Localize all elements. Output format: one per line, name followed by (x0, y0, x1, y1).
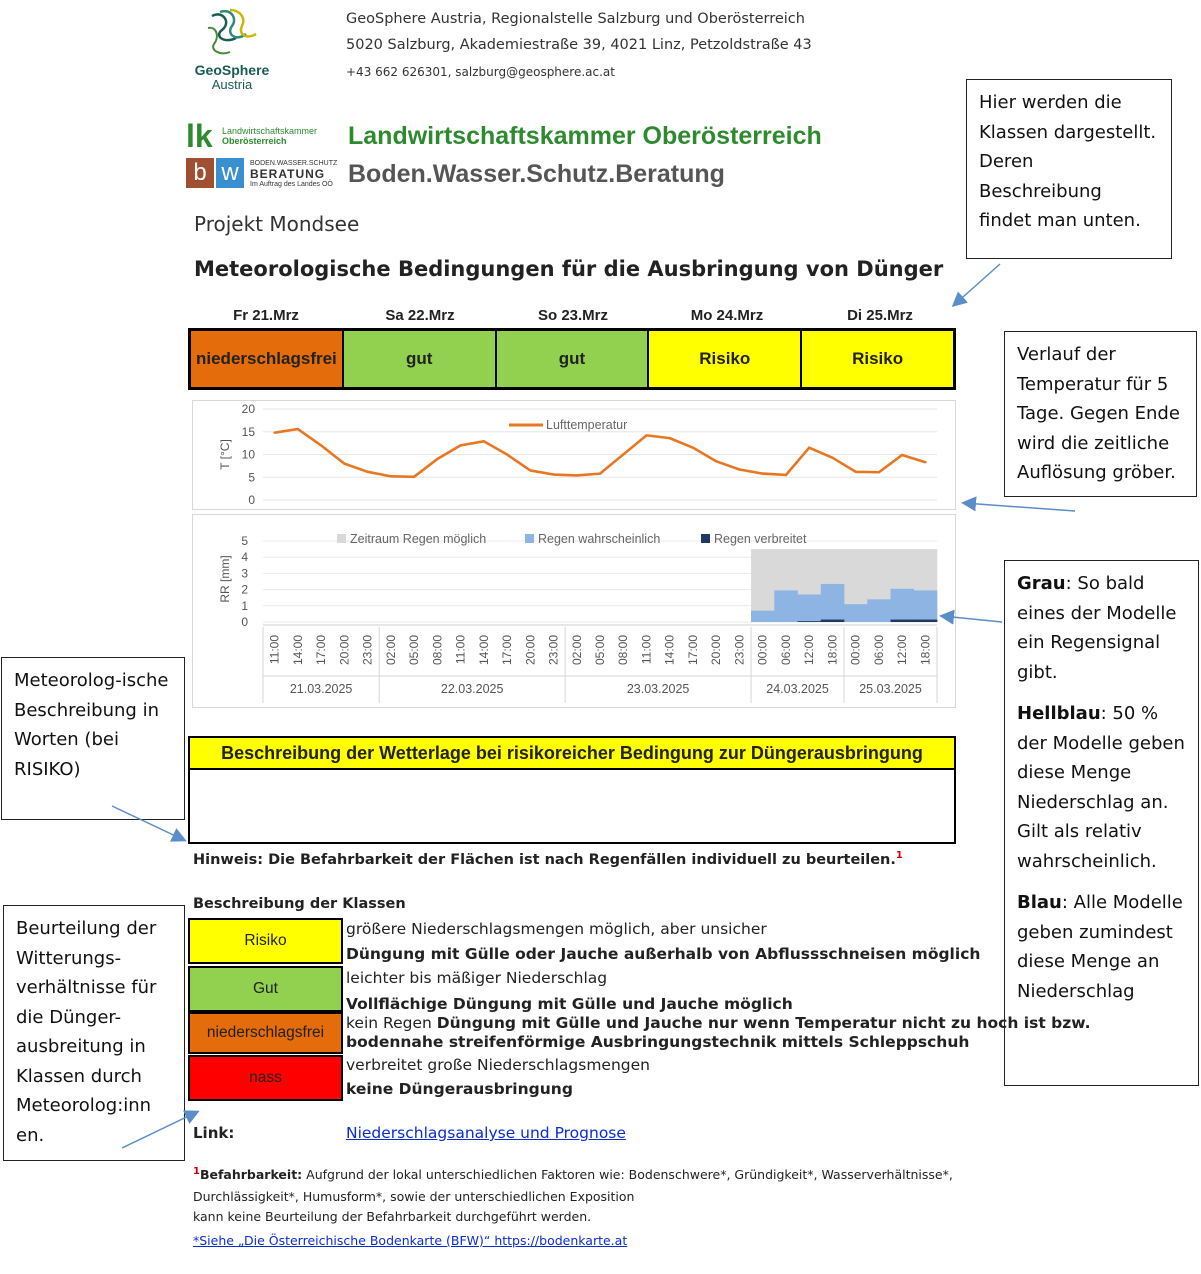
day-label: Mo 24.Mrz (690, 307, 764, 324)
x-tick-label: 08:00 (616, 635, 631, 666)
legend-label: Regen verbreitet (714, 532, 807, 546)
x-tick-label: 17:00 (314, 635, 329, 666)
org-line-1: GeoSphere Austria, Regionalstelle Salzburg und Oberösterreich (346, 11, 805, 27)
y-tick-label: 0 (241, 615, 248, 629)
class-text: bodennahe streifenförmige Ausbringungstechnik mittels Schleppschuh (346, 1033, 970, 1051)
day-class-cell: Risiko (802, 331, 953, 387)
x-tick-label: 02:00 (383, 635, 398, 666)
footnote-sup: 1 (193, 1166, 200, 1177)
y-tick-label: 10 (241, 447, 255, 462)
x-tick-label: 23:00 (732, 635, 747, 666)
legend-label: Zeitraum Regen möglich (350, 532, 487, 546)
lk-title: Landwirtschaftskammer Oberösterreich (348, 122, 822, 150)
hint-text-body: Hinweis: Die Befahrbarkeit der Flächen ist nach Regenfällen individuell zu beurteilen. (193, 851, 896, 868)
forecast-link[interactable]: Niederschlagsanalyse und Prognose (346, 1124, 626, 1142)
x-tick-label: 17:00 (685, 635, 700, 666)
day-class-cell: gut (497, 331, 650, 387)
class-box-risiko: Risiko (188, 918, 343, 964)
org-contact: +43 662 626301, salzburg@geosphere.ac.at (346, 65, 615, 79)
day-label: Sa 22.Mrz (385, 307, 455, 324)
date-group-label: 24.03.2025 (766, 682, 829, 696)
callout-temperature: Verlauf der Temperatur für 5 Tage. Gegen Ende wird die zeitliche Auflösung gröber. (1004, 331, 1197, 497)
callout-grau-bold: Grau (1017, 573, 1066, 594)
x-tick-label: 11:00 (639, 635, 654, 665)
callout-hellblau-text: : 50 % der Modelle geben diese Menge Niederschlag an. Gilt als relativ wahrscheinlich. (1017, 703, 1185, 872)
class-text-part: Düngung mit Gülle und Jauche nur wenn Temperatur nicht zu hoch ist bzw. (436, 1014, 1091, 1032)
x-tick-label: 12:00 (895, 635, 910, 666)
classes-heading: Beschreibung der Klassen (193, 896, 406, 912)
class-text: keine Düngerausbringung (346, 1080, 573, 1098)
project-name: Projekt Mondsee (194, 212, 360, 236)
bodenkarte-link[interactable]: *Siehe „Die Österreichische Bodenkarte (BFW)“ https://bodenkarte.at (193, 1233, 628, 1248)
footnote-line-1 (193, 1166, 953, 1182)
x-tick-label: 14:00 (662, 635, 677, 666)
hint-text (193, 850, 903, 868)
x-tick-label: 18:00 (918, 635, 933, 666)
x-tick-label: 23:00 (546, 635, 561, 666)
x-tick-label: 12:00 (802, 635, 817, 666)
date-group-label: 23.03.2025 (626, 682, 690, 696)
y-axis-label: RR [mm] (218, 555, 232, 603)
x-tick-label: 08:00 (430, 635, 445, 666)
callout-blau-text: : Alle Modelle geben zumindest diese Menge an Niederschlag (1017, 892, 1183, 1002)
day-label: Di 25.Mrz (847, 307, 913, 324)
x-tick-label: 06:00 (871, 635, 886, 666)
x-tick-label: 06:00 (778, 635, 793, 666)
x-tick-label: 14:00 (290, 635, 305, 666)
x-tick-label: 11:00 (453, 635, 468, 665)
weather-description-title: Beschreibung der Wetterlage bei risikoreicher Bedingung zur Düngerausbringung (190, 738, 954, 770)
y-tick-label: 2 (241, 582, 248, 597)
x-tick-label: 20:00 (337, 635, 352, 666)
bw-logo-b: b (186, 158, 214, 188)
y-tick-label: 15 (241, 424, 255, 439)
logo-brand-text-2: Austria (211, 77, 253, 92)
class-text: Vollflächige Düngung mit Gülle und Jauche möglich (346, 995, 793, 1013)
page-title: Meteorologische Bedingungen für die Ausbringung von Dünger (194, 257, 944, 281)
y-tick-label: 0 (248, 493, 255, 507)
x-tick-label: 20:00 (523, 635, 538, 666)
x-tick-label: 02:00 (569, 635, 584, 666)
hint-sup: 1 (895, 850, 903, 861)
class-text: größere Niederschlagsmengen möglich, aber unsicher (346, 920, 767, 938)
footnote-text: Aufgrund der lokal unterschiedlichen Faktoren wie: Bodenschwere*, Gründigkeit*, Wasserverhältnisse*, (302, 1167, 953, 1183)
y-axis-label: T [°C] (218, 439, 232, 470)
class-text: Düngung mit Gülle oder Jauche außerhalb von Abflussschneisen möglich (346, 945, 981, 963)
class-text: verbreitet große Niederschlagsmengen (346, 1056, 650, 1074)
bw-title: Boden.Wasser.Schutz.Beratung (348, 160, 725, 188)
x-tick-label: 00:00 (755, 635, 770, 666)
class-text (346, 1014, 1091, 1032)
y-tick-label: 5 (241, 534, 248, 548)
callout-hellblau-bold: Hellblau (1017, 703, 1101, 724)
x-tick-label: 14:00 (476, 635, 491, 666)
x-tick-label: 11:00 (267, 635, 282, 665)
lk-logo-line-1: Landwirtschaftskammer (222, 126, 318, 136)
arrow (112, 806, 184, 840)
y-tick-label: 1 (241, 598, 248, 613)
y-tick-label: 4 (241, 550, 248, 565)
bw-logo-line-1: BODEN.WASSER.SCHUTZ (250, 160, 338, 167)
x-tick-label: 18:00 (825, 635, 840, 666)
day-class-cell: niederschlagsfrei (191, 331, 344, 387)
x-tick-label: 23:00 (360, 635, 375, 666)
class-text: leichter bis mäßiger Niederschlag (346, 969, 608, 987)
bw-logo-line-3: Im Auftrag des Landes OÖ (250, 181, 333, 188)
class-text-part: kein Regen (346, 1014, 437, 1032)
x-tick-label: 05:00 (593, 635, 607, 666)
legend-label: Lufttemperatur (546, 418, 628, 432)
lk-logo-mark: lk (186, 118, 213, 154)
day-label: So 23.Mrz (537, 307, 609, 324)
y-tick-label: 3 (241, 566, 248, 581)
day-class-cell: gut (344, 331, 497, 387)
callout-meteo-description: Meteorolog-ische Beschreibung in Worten (bei RISIKO) (1, 657, 185, 820)
callout-class-assessment: Beurteilung der Witterungs-verhältnisse für die Dünger-ausbreitung in Klassen durch Meteorolog:inn en. (3, 905, 185, 1161)
x-tick-label: 20:00 (709, 635, 724, 666)
lk-logo-line-2: Oberösterreich (222, 136, 287, 146)
class-box-nass: nass (188, 1055, 343, 1101)
arrow (122, 1112, 197, 1148)
bw-logo-line-2: BERATUNG (250, 167, 326, 181)
x-tick-label: 05:00 (407, 635, 422, 666)
class-box-niederschlagsfrei: niederschlagsfrei (188, 1012, 343, 1054)
x-tick-label: 00:00 (848, 635, 863, 666)
footnote-line-2: Durchlässigkeit*, Humusform*, sowie der unterschiedlichen Exposition (193, 1189, 635, 1204)
callout-classes: Hier werden die Klassen dargestellt. Deren Beschreibung findet man unten. (966, 79, 1172, 259)
footnote-line-3: kann keine Beurteilung der Befahrbarkeit durchgeführt werden. (193, 1209, 592, 1224)
x-tick-label: 17:00 (500, 635, 515, 666)
callout-grau-text: : So bald eines der Modelle ein Regensignal gibt. (1017, 573, 1177, 683)
class-box-gut: Gut (188, 966, 343, 1012)
arrow (942, 616, 1002, 622)
link-label: Link: (193, 1124, 235, 1142)
date-group-label: 21.03.2025 (289, 682, 353, 696)
y-tick-label: 20 (241, 402, 255, 416)
footnote-bold: Befahrbarkeit: (199, 1167, 303, 1183)
day-class-cell: Risiko (649, 331, 802, 387)
org-line-2: 5020 Salzburg, Akademiestraße 39, 4021 Linz, Petzoldstraße 43 (346, 37, 812, 53)
date-group-label: 22.03.2025 (440, 682, 504, 696)
logo-brand-text: GeoSphere (194, 62, 270, 78)
day-label: Fr 21.Mrz (233, 307, 299, 324)
legend-label: Regen wahrscheinlich (538, 532, 661, 546)
arrow (954, 264, 1000, 305)
arrow (964, 503, 1075, 511)
date-group-label: 25.03.2025 (859, 682, 922, 696)
callout-blau-bold: Blau (1017, 892, 1062, 913)
y-tick-label: 5 (248, 470, 255, 485)
bw-logo-w: w (216, 158, 244, 188)
weather-description-box (188, 736, 956, 844)
